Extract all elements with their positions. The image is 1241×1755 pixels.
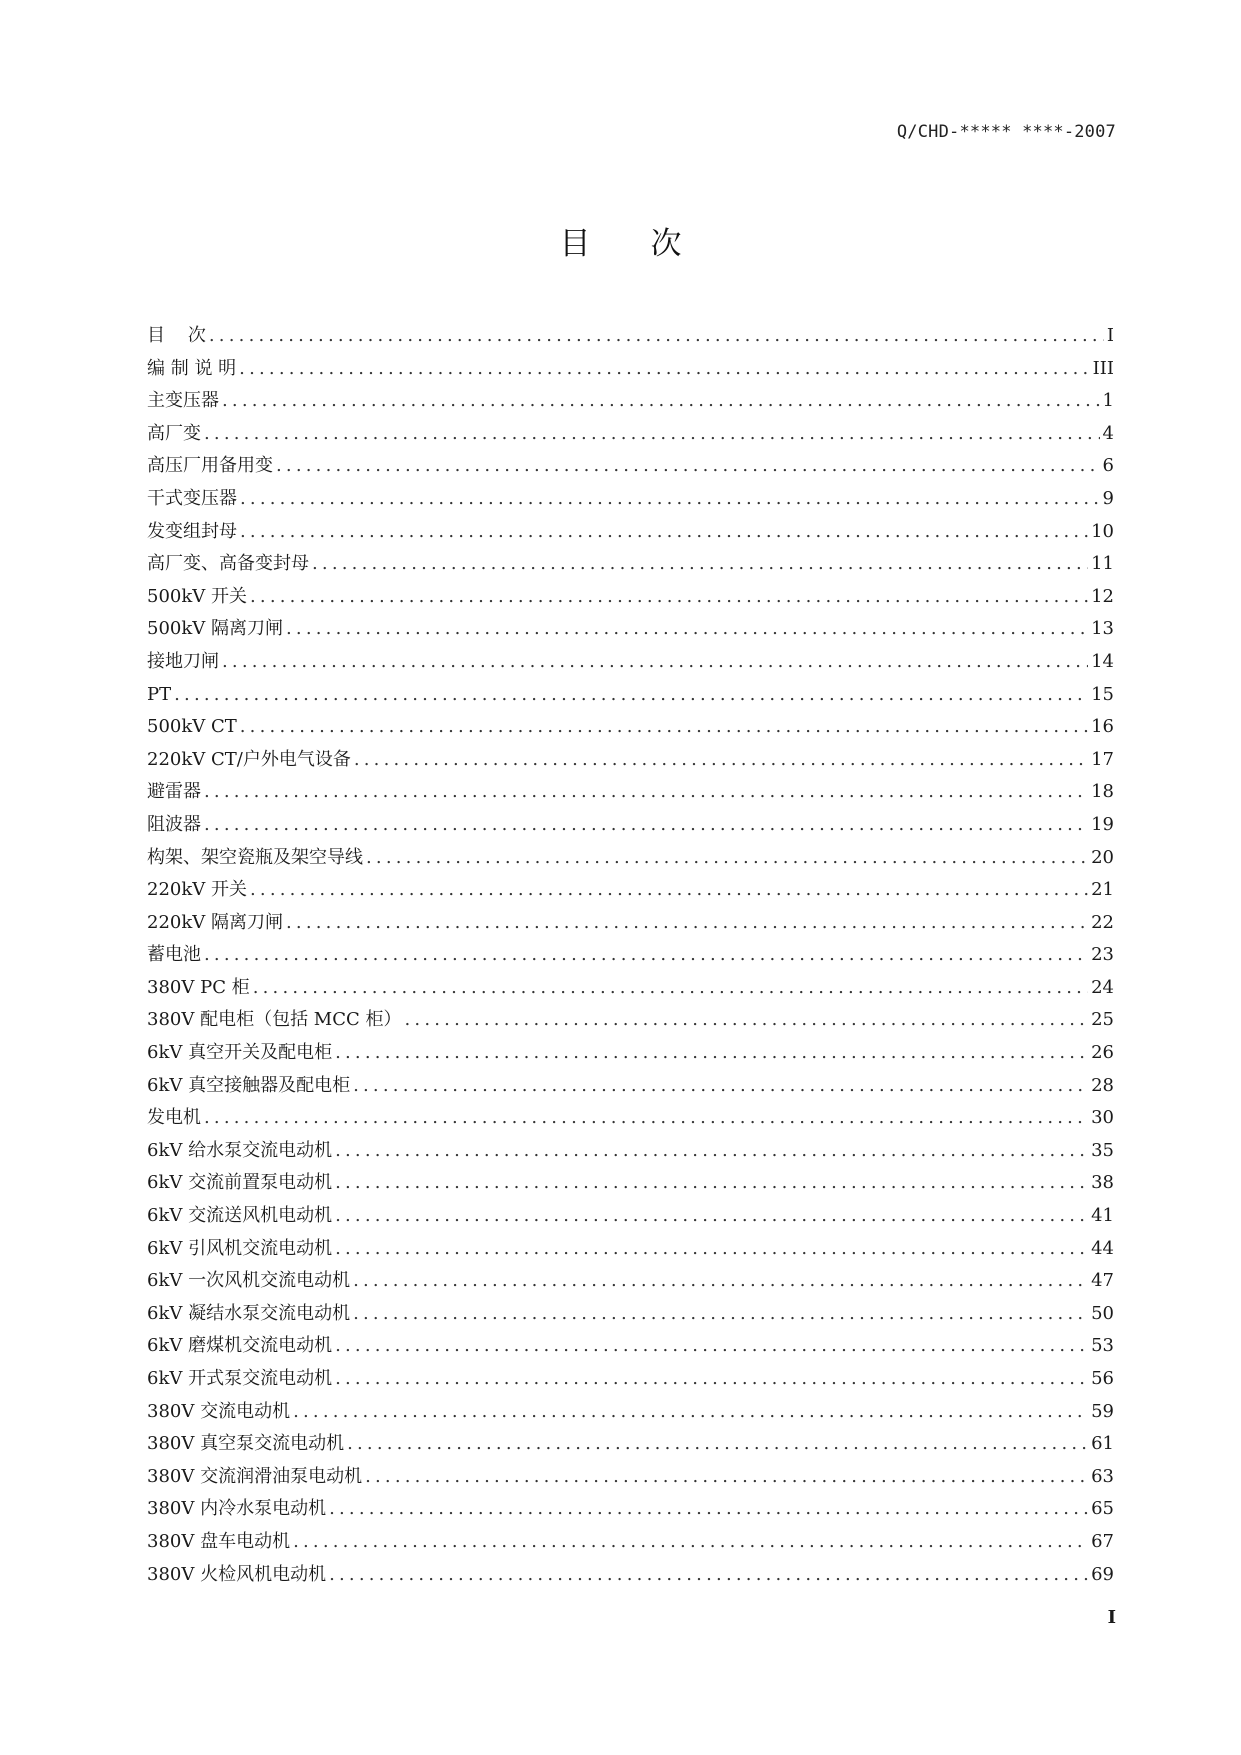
toc-leader-dots	[335, 1135, 1088, 1168]
toc-entry-page: 19	[1091, 813, 1114, 835]
toc-entry-label: 阻波器	[147, 813, 201, 835]
toc-entry-label: 220kV 开关	[147, 879, 247, 901]
toc-leader-dots	[353, 1265, 1088, 1298]
toc-entry-label: 发变组封母	[147, 520, 237, 542]
toc-entry-page: 53	[1091, 1335, 1114, 1357]
toc-entry-page: 61	[1091, 1433, 1114, 1455]
toc-entry-label: 6kV 一次风机交流电动机	[147, 1270, 351, 1292]
toc-entry-page: 11	[1091, 553, 1114, 575]
toc-entry[interactable]	[147, 711, 1114, 744]
toc-entry[interactable]	[147, 744, 1114, 777]
toc-entry-page: 25	[1091, 1009, 1114, 1031]
toc-entry-page: 10	[1091, 520, 1114, 542]
toc-entry-label: 高压厂用备用变	[147, 455, 273, 477]
toc-entry[interactable]	[147, 874, 1114, 907]
toc-entry[interactable]	[147, 1461, 1114, 1494]
toc-entry[interactable]	[147, 483, 1114, 516]
toc-entry-page: 44	[1091, 1237, 1114, 1259]
toc-entry-label: 构架、架空瓷瓶及架空导线	[147, 846, 363, 868]
toc-leader-dots	[329, 1493, 1088, 1526]
toc-entry-label: PT	[147, 683, 172, 705]
toc-leader-dots	[405, 1004, 1089, 1037]
toc-entry-page: 59	[1091, 1400, 1114, 1422]
toc-entry-label: 380V 真空泵交流电动机	[147, 1433, 345, 1455]
toc-entry-label: 380V 盘车电动机	[147, 1530, 291, 1552]
toc-leader-dots	[286, 613, 1088, 646]
toc-leader-dots	[335, 1330, 1088, 1363]
toc-entry-page: 41	[1091, 1205, 1114, 1227]
toc-leader-dots	[204, 939, 1088, 972]
toc-entry[interactable]	[147, 581, 1114, 614]
toc-entry-page: III	[1092, 357, 1114, 379]
toc-entry-label: 高厂变	[147, 422, 201, 444]
toc-entry-label: 6kV 交流送风机电动机	[147, 1205, 333, 1227]
toc-entry-label: 6kV 开式泵交流电动机	[147, 1368, 333, 1389]
toc-entry[interactable]	[147, 679, 1114, 712]
toc-entry-label: 6kV 凝结水泵交流电动机	[147, 1302, 351, 1324]
toc-entry[interactable]	[147, 809, 1114, 842]
toc-entry-label: 干式变压器	[147, 487, 237, 509]
toc-entry[interactable]	[147, 1330, 1114, 1363]
table-of-contents	[147, 320, 1114, 1591]
toc-entry-label: 6kV 真空开关及配电柜	[147, 1042, 333, 1064]
toc-leader-dots	[204, 1102, 1088, 1135]
toc-entry-label: 6kV 真空接触器及配电柜	[147, 1074, 351, 1096]
toc-entry-page: 1	[1102, 390, 1114, 412]
toc-entry-label: 380V 交流润滑油泵电动机	[147, 1465, 363, 1487]
toc-leader-dots	[222, 646, 1088, 679]
toc-entry-page: 16	[1091, 716, 1114, 738]
toc-entry[interactable]	[147, 972, 1114, 1005]
toc-entry-label: 高厂变、高备变封母	[147, 553, 309, 575]
toc-leader-dots	[293, 1396, 1088, 1429]
toc-entry-page: 26	[1091, 1042, 1114, 1064]
toc-leader-dots	[204, 809, 1088, 842]
toc-leader-dots	[174, 679, 1088, 712]
toc-leader-dots	[222, 385, 1100, 418]
toc-entry-page: 9	[1102, 487, 1114, 509]
toc-leader-dots	[335, 1363, 1088, 1396]
page-number: I	[1107, 1607, 1116, 1628]
toc-leader-dots	[353, 1298, 1088, 1331]
toc-entry-page: 18	[1091, 781, 1114, 803]
toc-entry[interactable]	[147, 320, 1114, 353]
toc-entry-page: 30	[1091, 1107, 1114, 1129]
toc-entry[interactable]	[147, 1004, 1114, 1037]
toc-entry-label: 接地刀闸	[147, 650, 219, 672]
toc-leader-dots	[312, 548, 1088, 581]
toc-entry-page: 56	[1091, 1368, 1114, 1389]
toc-entry[interactable]	[147, 842, 1114, 875]
toc-leader-dots	[335, 1167, 1088, 1200]
toc-entry-page: 4	[1102, 422, 1114, 444]
toc-leader-dots	[250, 874, 1088, 907]
toc-entry[interactable]	[147, 1363, 1114, 1396]
toc-leader-dots	[335, 1037, 1088, 1070]
toc-entry[interactable]	[147, 1265, 1114, 1298]
toc-entry-label: 发电机	[147, 1107, 201, 1129]
toc-leader-dots	[353, 1070, 1088, 1103]
toc-entry-label: 目 次	[147, 325, 206, 346]
toc-entry-page: 67	[1091, 1530, 1114, 1552]
toc-entry[interactable]	[147, 939, 1114, 972]
toc-entry[interactable]	[147, 646, 1114, 679]
toc-leader-dots	[204, 776, 1088, 809]
toc-leader-dots	[347, 1428, 1088, 1461]
toc-entry-label: 6kV 交流前置泵电动机	[147, 1172, 333, 1194]
toc-entry-page: 12	[1091, 585, 1114, 607]
toc-entry[interactable]	[147, 1037, 1114, 1070]
page-title: 目次	[559, 226, 742, 262]
toc-entry[interactable]	[147, 353, 1114, 386]
toc-leader-dots	[250, 581, 1088, 614]
toc-entry-page: 38	[1091, 1172, 1114, 1194]
toc-leader-dots	[239, 353, 1089, 386]
toc-entry[interactable]	[147, 385, 1114, 418]
toc-entry[interactable]	[147, 907, 1114, 940]
toc-entry-label: 编 制 说 明	[147, 357, 237, 379]
toc-entry[interactable]	[147, 1102, 1114, 1135]
toc-entry-page: 22	[1091, 911, 1114, 933]
toc-entry[interactable]	[147, 1200, 1114, 1233]
toc-entry-label: 500kV 隔离刀闸	[147, 618, 283, 640]
toc-entry-page: 21	[1091, 879, 1114, 901]
toc-leader-dots	[253, 972, 1088, 1005]
toc-entry[interactable]	[147, 548, 1114, 581]
toc-entry-page: 23	[1091, 944, 1114, 966]
toc-entry[interactable]	[147, 1428, 1114, 1461]
toc-entry-page: 50	[1091, 1302, 1114, 1324]
toc-entry-label: 220kV 隔离刀闸	[147, 911, 283, 933]
toc-entry-label: 避雷器	[147, 781, 201, 803]
toc-leader-dots	[335, 1233, 1088, 1266]
toc-entry-label: 6kV 引风机交流电动机	[147, 1237, 333, 1259]
toc-entry-page: 15	[1091, 683, 1114, 705]
toc-entry-page: 13	[1091, 618, 1114, 640]
toc-entry[interactable]	[147, 613, 1114, 646]
toc-leader-dots	[365, 1461, 1088, 1494]
toc-entry-page: 63	[1091, 1465, 1114, 1487]
toc-entry-page: 20	[1091, 846, 1114, 868]
toc-leader-dots	[293, 1526, 1088, 1559]
toc-entry[interactable]	[147, 1396, 1114, 1429]
toc-entry-page: I	[1106, 325, 1114, 346]
toc-entry-label: 主变压器	[147, 390, 219, 412]
toc-entry-label: 500kV 开关	[147, 585, 247, 607]
toc-leader-dots	[209, 320, 1104, 353]
toc-entry-page: 47	[1091, 1270, 1114, 1292]
toc-entry-label: 6kV 磨煤机交流电动机	[147, 1335, 333, 1357]
document-code: Q/CHD-***** ****-2007	[896, 122, 1116, 142]
toc-entry-label: 380V 内冷水泵电动机	[147, 1498, 327, 1520]
toc-entry-label: 6kV 给水泵交流电动机	[147, 1139, 333, 1161]
toc-entry[interactable]	[147, 1233, 1114, 1266]
toc-entry[interactable]	[147, 516, 1114, 549]
toc-entry[interactable]	[147, 1493, 1114, 1526]
toc-entry[interactable]	[147, 1298, 1114, 1331]
toc-leader-dots	[286, 907, 1088, 940]
toc-entry-page: 17	[1091, 748, 1114, 770]
toc-entry-label: 380V PC 柜	[147, 976, 250, 998]
toc-entry-label: 380V 交流电动机	[147, 1400, 291, 1422]
toc-entry-label: 380V 配电柜（包括 MCC 柜）	[147, 1009, 402, 1031]
toc-entry[interactable]	[147, 418, 1114, 451]
toc-entry[interactable]	[147, 1070, 1114, 1103]
toc-entry-page: 69	[1091, 1563, 1114, 1585]
toc-entry[interactable]	[147, 1135, 1114, 1168]
toc-leader-dots	[240, 711, 1088, 744]
toc-entry-page: 28	[1091, 1074, 1114, 1096]
toc-leader-dots	[366, 842, 1088, 875]
toc-leader-dots	[204, 418, 1100, 451]
toc-entry-page: 24	[1091, 976, 1114, 998]
toc-entry-page: 6	[1102, 455, 1114, 477]
toc-leader-dots	[329, 1559, 1088, 1592]
toc-entry[interactable]	[147, 450, 1114, 483]
toc-entry-page: 14	[1091, 650, 1114, 672]
toc-entry-label: 500kV CT	[147, 716, 237, 738]
toc-entry[interactable]	[147, 1559, 1114, 1592]
toc-entry-page: 35	[1091, 1139, 1114, 1161]
toc-leader-dots	[354, 744, 1088, 777]
toc-entry-label: 380V 火检风机电动机	[147, 1563, 327, 1585]
toc-entry[interactable]	[147, 1526, 1114, 1559]
toc-entry-label: 蓄电池	[147, 944, 201, 966]
toc-leader-dots	[276, 450, 1100, 483]
toc-entry[interactable]	[147, 1167, 1114, 1200]
toc-leader-dots	[335, 1200, 1088, 1233]
toc-entry-label: 220kV CT/户外电气设备	[147, 748, 351, 770]
toc-leader-dots	[240, 516, 1088, 549]
toc-leader-dots	[240, 483, 1100, 516]
toc-entry[interactable]	[147, 776, 1114, 809]
toc-entry-page: 65	[1091, 1498, 1114, 1520]
